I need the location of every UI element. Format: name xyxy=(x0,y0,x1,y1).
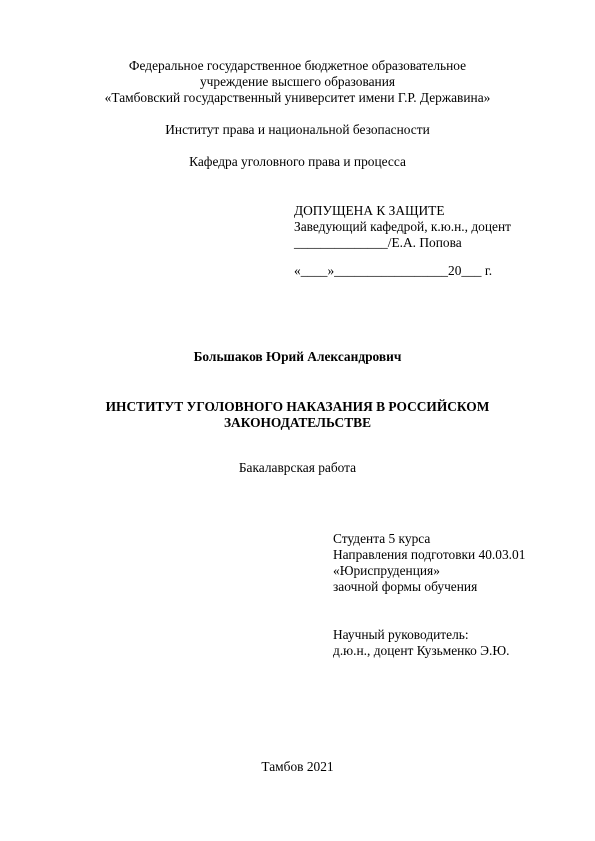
approval-date: «____»_________________20___ г. xyxy=(294,263,493,278)
student-study-form: заочной формы обучения xyxy=(333,579,478,594)
author-name: Большаков Юрий Александрович xyxy=(193,349,402,364)
department-name: Кафедра уголовного права и процесса xyxy=(189,154,406,169)
institute-name: Институт права и национальной безопасности xyxy=(165,122,430,137)
thesis-title-line1: ИНСТИТУТ УГОЛОВНОГО НАКАЗАНИЯ В РОССИЙСКОМ xyxy=(105,399,490,414)
student-specialty: «Юриспруденция» xyxy=(333,563,440,578)
work-type: Бакалаврская работа xyxy=(238,460,357,475)
student-program: Направления подготовки 40.03.01 xyxy=(333,547,526,562)
student-course: Студента 5 курса xyxy=(333,531,431,546)
supervisor-name: д.ю.н., доцент Кузьменко Э.Ю. xyxy=(333,643,510,658)
header-university-line: «Тамбовский государственный университет имени Г.Р. Державина» xyxy=(104,90,491,105)
city-year: Тамбов 2021 xyxy=(261,759,334,774)
approval-title: ДОПУЩЕНА К ЗАЩИТЕ xyxy=(294,203,445,218)
approval-head: Заведующий кафедрой, к.ю.н., доцент xyxy=(294,219,511,234)
header-org-line: Федеральное государственное бюджетное образовательное xyxy=(128,58,467,73)
approval-signature: ______________/Е.А. Попова xyxy=(294,235,462,250)
thesis-title-line2: ЗАКОНОДАТЕЛЬСТВЕ xyxy=(223,415,372,430)
supervisor-label: Научный руководитель: xyxy=(333,627,469,642)
header-edu-line: учреждение высшего образования xyxy=(199,74,396,89)
